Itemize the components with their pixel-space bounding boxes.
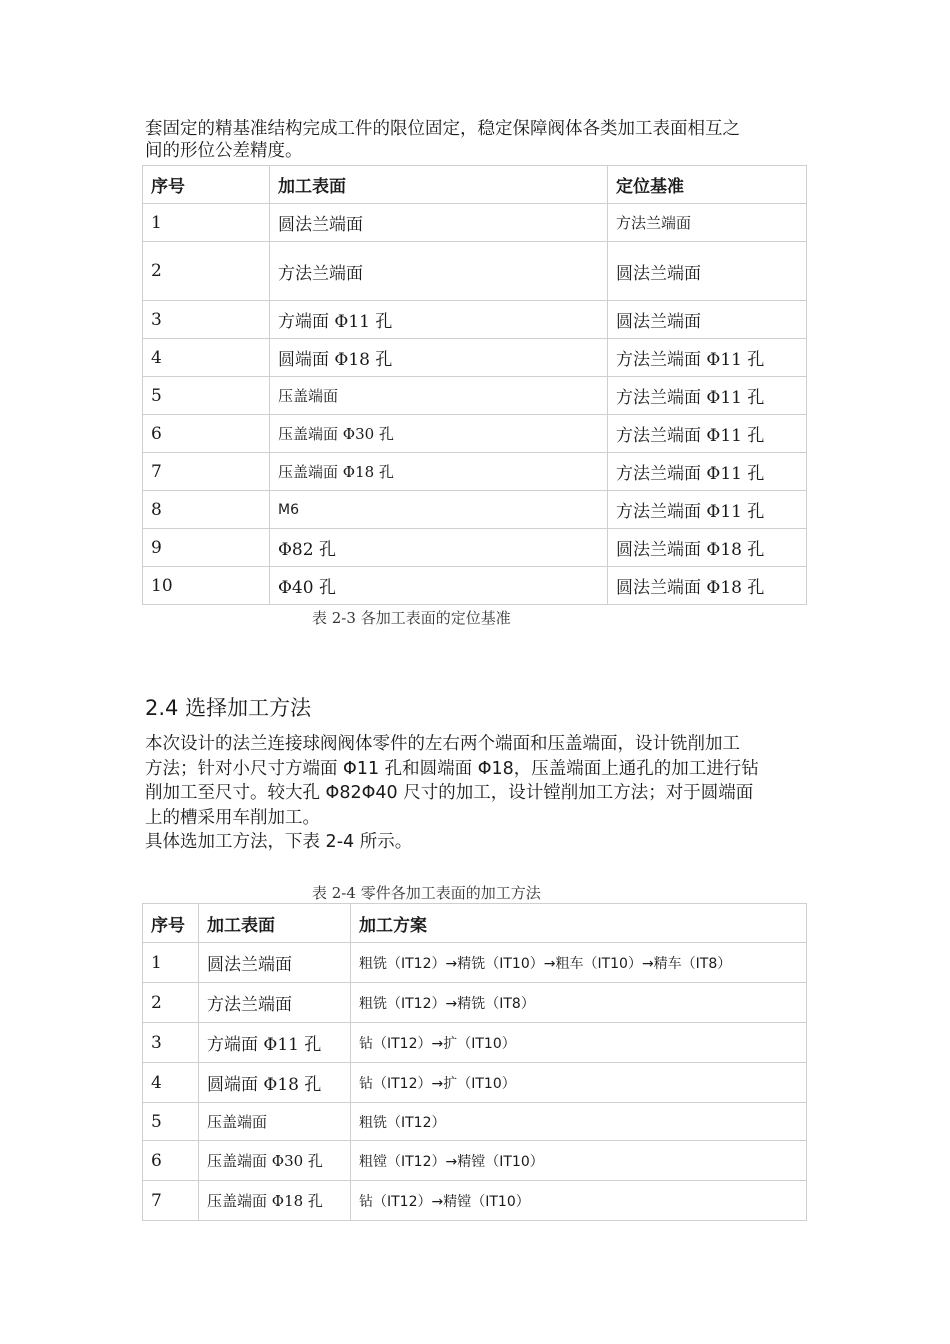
row-index: 5 bbox=[143, 1103, 199, 1141]
table-row bbox=[143, 415, 807, 453]
table-row bbox=[143, 491, 807, 529]
row-surface: 压盖端面 bbox=[270, 377, 608, 415]
table-row bbox=[143, 301, 807, 339]
machining-method-table bbox=[142, 903, 807, 1221]
row-datum: 圆法兰端面 bbox=[608, 242, 807, 301]
row-method: 钻（IT12）→扩（IT10） bbox=[351, 1063, 807, 1103]
row-index: 4 bbox=[143, 1063, 199, 1103]
table-row bbox=[143, 204, 807, 242]
intro-paragraph bbox=[145, 118, 807, 162]
paragraph-line: 方法；针对小尺寸方端面 Φ11 孔和圆端面 Φ18，压盖端面上通孔的加工进行钻 bbox=[145, 758, 759, 779]
row-surface: 方端面 Φ11 孔 bbox=[270, 301, 608, 339]
table-row bbox=[143, 242, 807, 301]
positioning-datum-table bbox=[142, 165, 807, 605]
row-datum: 方法兰端面 Φ11 孔 bbox=[608, 415, 807, 453]
row-surface: 方法兰端面 bbox=[270, 242, 608, 301]
row-index: 2 bbox=[143, 983, 199, 1023]
row-method: 钻（IT12）→精镗（IT10） bbox=[351, 1181, 807, 1221]
row-index: 4 bbox=[143, 339, 270, 377]
table-row bbox=[143, 1063, 807, 1103]
table-header-row bbox=[143, 904, 807, 943]
table-row bbox=[143, 1023, 807, 1063]
table-row bbox=[143, 1181, 807, 1221]
row-index: 2 bbox=[143, 242, 270, 301]
table-header-row bbox=[143, 166, 807, 204]
row-surface: 圆法兰端面 bbox=[199, 943, 351, 983]
row-index: 6 bbox=[143, 1141, 199, 1181]
paragraph-line: 本次设计的法兰连接球阀阀体零件的左右两个端面和压盖端面，设计铣削加工 bbox=[145, 734, 740, 754]
paragraph-line: 具体选加工方法，下表 2-4 所示。 bbox=[145, 832, 413, 852]
row-index: 5 bbox=[143, 377, 270, 415]
table-row bbox=[143, 1141, 807, 1181]
header-surface: 加工表面 bbox=[270, 166, 608, 204]
section-paragraph bbox=[145, 732, 807, 855]
table-row bbox=[143, 453, 807, 491]
row-surface: 压盖端面 Φ18 孔 bbox=[199, 1181, 351, 1221]
row-surface: 压盖端面 bbox=[199, 1103, 351, 1141]
row-index: 9 bbox=[143, 529, 270, 567]
table-2-4-caption: 表 2-4 零件各加工表面的加工方法 bbox=[312, 884, 541, 902]
row-surface: 方法兰端面 bbox=[199, 983, 351, 1023]
section-heading: 2.4 选择加工方法 bbox=[145, 696, 312, 720]
row-datum: 方法兰端面 bbox=[608, 204, 807, 242]
row-datum: 圆法兰端面 bbox=[608, 301, 807, 339]
row-surface: 圆法兰端面 bbox=[270, 204, 608, 242]
row-datum: 圆法兰端面 Φ18 孔 bbox=[608, 567, 807, 605]
row-surface: M6 bbox=[270, 491, 608, 529]
row-method: 钻（IT12）→扩（IT10） bbox=[351, 1023, 807, 1063]
header-datum: 定位基准 bbox=[608, 166, 807, 204]
table-row bbox=[143, 943, 807, 983]
row-method: 粗铣（IT12）→精铣（IT10）→粗车（IT10）→精车（IT8） bbox=[351, 943, 807, 983]
row-index: 10 bbox=[143, 567, 270, 605]
table-row bbox=[143, 339, 807, 377]
header-index: 序号 bbox=[143, 904, 199, 943]
paragraph-line: 削加工至尺寸。较大孔 Φ82Φ40 尺寸的加工，设计镗削加工方法；对于圆端面 bbox=[145, 783, 754, 803]
paragraph-line: 上的槽采用车削加工。 bbox=[145, 807, 320, 828]
row-datum: 方法兰端面 Φ11 孔 bbox=[608, 491, 807, 529]
row-surface: 压盖端面 Φ30 孔 bbox=[199, 1141, 351, 1181]
row-datum: 方法兰端面 Φ11 孔 bbox=[608, 453, 807, 491]
row-surface: 方端面 Φ11 孔 bbox=[199, 1023, 351, 1063]
row-method: 粗铣（IT12） bbox=[351, 1103, 807, 1141]
row-index: 1 bbox=[143, 943, 199, 983]
row-method: 粗铣（IT12）→精铣（IT8） bbox=[351, 983, 807, 1023]
row-surface: 圆端面 Φ18 孔 bbox=[199, 1063, 351, 1103]
row-index: 3 bbox=[143, 1023, 199, 1063]
header-surface: 加工表面 bbox=[199, 904, 351, 943]
row-surface: Φ82 孔 bbox=[270, 529, 608, 567]
table-row bbox=[143, 529, 807, 567]
row-surface: 压盖端面 Φ30 孔 bbox=[270, 415, 608, 453]
row-index: 3 bbox=[143, 301, 270, 339]
row-surface: 圆端面 Φ18 孔 bbox=[270, 339, 608, 377]
table-row bbox=[143, 377, 807, 415]
row-method: 粗镗（IT12）→精镗（IT10） bbox=[351, 1141, 807, 1181]
table-2-3-caption: 表 2-3 各加工表面的定位基准 bbox=[312, 609, 511, 627]
table-row bbox=[143, 567, 807, 605]
row-index: 6 bbox=[143, 415, 270, 453]
header-method: 加工方案 bbox=[351, 904, 807, 943]
header-index: 序号 bbox=[143, 166, 270, 204]
row-datum: 方法兰端面 Φ11 孔 bbox=[608, 377, 807, 415]
row-index: 7 bbox=[143, 453, 270, 491]
table-row bbox=[143, 1103, 807, 1141]
intro-line-2: 间的形位公差精度。 bbox=[145, 141, 303, 161]
table-row bbox=[143, 983, 807, 1023]
row-index: 7 bbox=[143, 1181, 199, 1221]
row-index: 1 bbox=[143, 204, 270, 242]
intro-line-1: 套固定的精基准结构完成工件的限位固定，稳定保障阀体各类加工表面相互之 bbox=[145, 119, 740, 139]
row-index: 8 bbox=[143, 491, 270, 529]
row-surface: 压盖端面 Φ18 孔 bbox=[270, 453, 608, 491]
row-datum: 方法兰端面 Φ11 孔 bbox=[608, 339, 807, 377]
row-datum: 圆法兰端面 Φ18 孔 bbox=[608, 529, 807, 567]
row-surface: Φ40 孔 bbox=[270, 567, 608, 605]
